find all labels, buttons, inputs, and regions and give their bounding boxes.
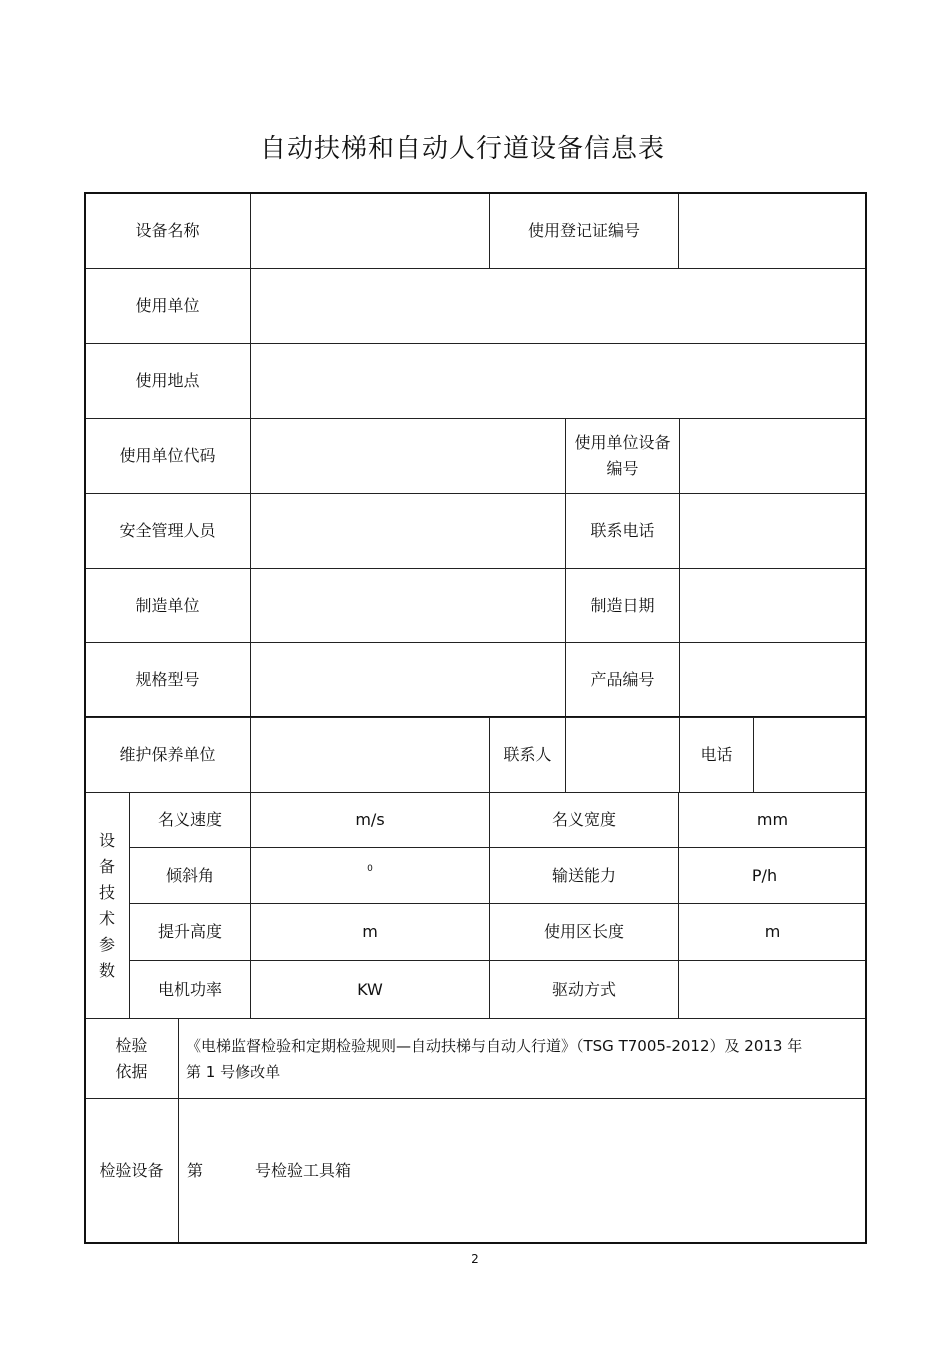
label-maintenance-unit: 维护保养单位 [84, 717, 251, 793]
value-capacity[interactable]: P/h [678, 847, 867, 904]
label-contact-person: 联系人 [489, 717, 566, 793]
value-maintenance-unit[interactable] [250, 717, 490, 793]
value-incline-angle[interactable]: 0 [250, 847, 490, 904]
value-user-unit[interactable] [250, 268, 867, 344]
label-registration-no: 使用登记证编号 [489, 192, 679, 269]
label-model: 规格型号 [84, 642, 251, 718]
value-inspection-equipment[interactable] [178, 1098, 867, 1244]
value-model[interactable] [250, 642, 566, 718]
value-product-no[interactable] [679, 642, 867, 718]
label-inspection-basis [84, 1018, 179, 1099]
basis-label-line: 检验 [115, 1035, 148, 1055]
basis-text-line: 《电梯监督检验和定期检验规则—自动扶梯与自动人行道》（TSG T7005-2012）及 2013 年 [186, 1036, 803, 1055]
label-use-location: 使用地点 [84, 343, 251, 419]
tech-params-char: 设 [98, 830, 115, 850]
value-manufacturer[interactable] [250, 568, 566, 643]
value-safety-manager[interactable] [250, 493, 566, 569]
label-contact-phone: 联系电话 [565, 493, 680, 569]
label-phone: 电话 [679, 717, 754, 793]
document-title: 自动扶梯和自动人行道设备信息表 [259, 134, 665, 164]
basis-text-line: 第 1 号修改单 [186, 1062, 281, 1081]
label-drive-mode: 驱动方式 [489, 960, 679, 1019]
value-use-length[interactable]: m [678, 903, 867, 961]
value-user-equip-no[interactable] [679, 418, 867, 494]
toolbox-prefix: 第 [187, 1161, 204, 1180]
page-number: 2 [471, 1252, 479, 1266]
label-rated-width: 名义宽度 [489, 792, 679, 848]
label-safety-manager: 安全管理人员 [84, 493, 251, 569]
label-user-equip-no: 使用单位设备编号 [565, 418, 680, 494]
label-user-unit-code: 使用单位代码 [84, 418, 251, 494]
value-rated-width[interactable]: mm [678, 792, 867, 848]
tech-params-char: 数 [98, 960, 115, 980]
value-contact-phone[interactable] [679, 493, 867, 569]
label-rise: 提升高度 [129, 903, 251, 961]
label-user-unit: 使用单位 [84, 268, 251, 344]
label-rated-speed: 名义速度 [129, 792, 251, 848]
value-drive-mode[interactable] [678, 960, 867, 1019]
value-phone[interactable] [753, 717, 867, 793]
value-registration-no[interactable] [678, 192, 867, 269]
value-user-unit-code[interactable] [250, 418, 566, 494]
tech-params-char: 技 [98, 882, 115, 902]
value-use-location[interactable] [250, 343, 867, 419]
value-inspection-basis [178, 1018, 867, 1099]
label-use-length: 使用区长度 [489, 903, 679, 961]
basis-label-line: 依据 [115, 1061, 148, 1081]
label-incline-angle: 倾斜角 [129, 847, 251, 904]
value-motor-power[interactable]: KW [250, 960, 490, 1019]
tech-params-label [84, 792, 130, 1019]
value-rated-speed[interactable]: m/s [250, 792, 490, 848]
label-equipment-name: 设备名称 [84, 192, 251, 269]
label-inspection-equipment: 检验设备 [84, 1098, 179, 1244]
tech-params-char: 参 [98, 934, 115, 954]
label-manufacturer: 制造单位 [84, 568, 251, 643]
label-product-no: 产品编号 [565, 642, 680, 718]
tech-params-char: 术 [98, 908, 115, 928]
label-manufacture-date: 制造日期 [565, 568, 680, 643]
value-contact-person[interactable] [565, 717, 680, 793]
tech-params-char: 备 [98, 856, 115, 876]
label-capacity: 输送能力 [489, 847, 679, 904]
value-equipment-name[interactable] [250, 192, 490, 269]
toolbox-suffix: 号检验工具箱 [255, 1161, 352, 1180]
value-rise[interactable]: m [250, 903, 490, 961]
value-manufacture-date[interactable] [679, 568, 867, 643]
label-motor-power: 电机功率 [129, 960, 251, 1019]
